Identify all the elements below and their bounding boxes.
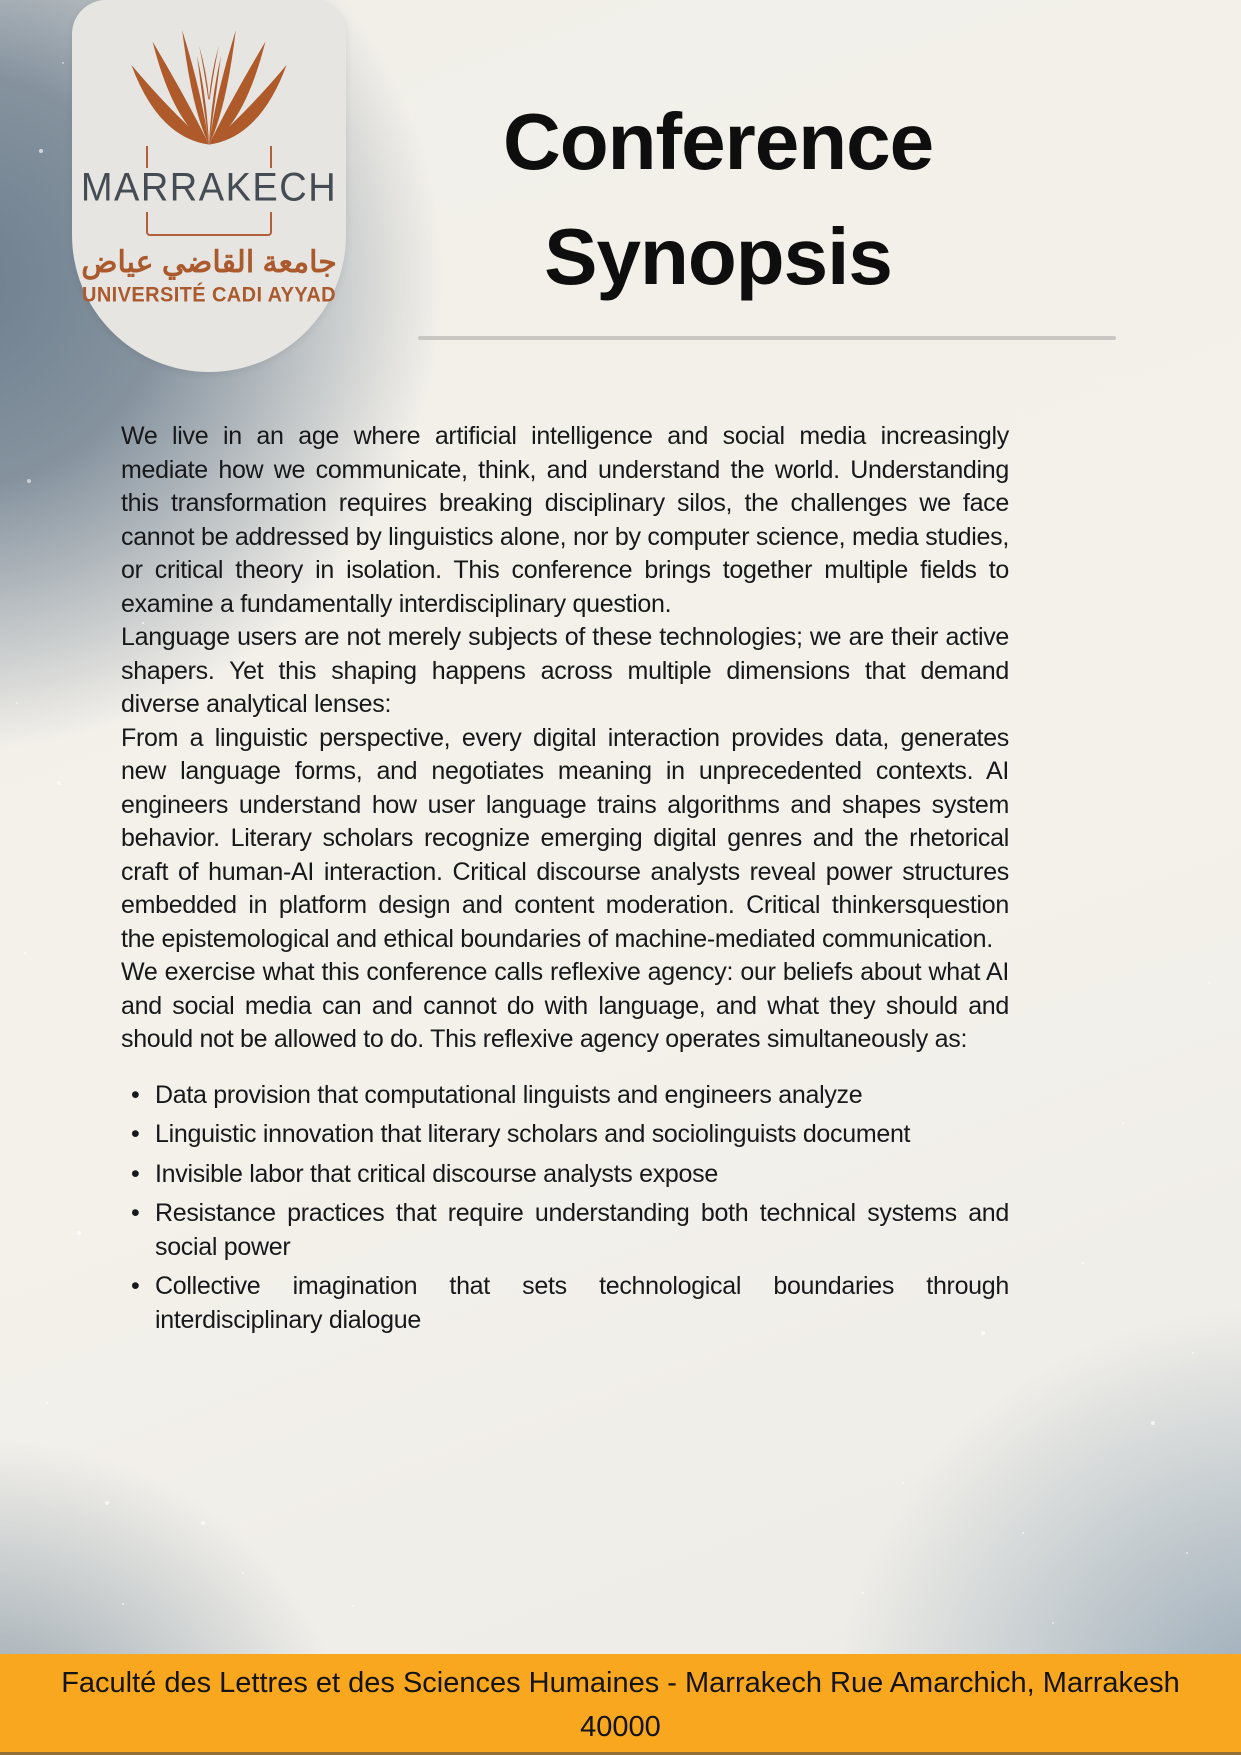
logo-wordmark: MARRAKECH — [80, 165, 338, 211]
logo-bracket — [146, 212, 272, 236]
logo-university-name: UNIVERSITÉ CADI AYYAD — [81, 283, 336, 307]
synopsis-paragraph: We exercise what this conference calls reflexive agency: our beliefs about what AI and social media can and cannot do with language, and what they should and should not be allowed to do. This reflexive agency operates simultaneously as: — [121, 958, 1009, 1053]
list-item: • Invisible labor that critical discourse analysts expose — [121, 1158, 1009, 1192]
list-item: • Resistance practices that require understanding both technical systems and social power — [121, 1197, 1009, 1264]
synopsis-paragraph: From a linguistic perspective, every digital interaction provides data, generates new language forms, and negotiates meaning in unprecedented contexts. AI engineers understand how user language trains algorithms and shapes system behavior. Literary scholars recognize emerging digital genres and the rhetorical craft of human-AI interaction. Critical discourse analysts reveal power structures embedded in platform design and content moderation. Critical thinkersquestion the epistemological and ethical boundaries of machine-mediated communication. — [121, 723, 1009, 953]
address-text: Faculté des Lettres et des Sciences Humaines - Marrakech Rue Amarchich, Marrakesh 40000 — [61, 1666, 1180, 1743]
list-item: • Data provision that computational linguists and engineers analyze — [121, 1079, 1009, 1113]
list-item: • Linguistic innovation that literary scholars and sociolinguists document — [121, 1118, 1009, 1152]
footer-address-bar — [0, 1654, 1241, 1755]
synopsis-paragraph: We live in an age where artificial intelligence and social media increasingly mediate how we communicate, think, and understand the world. Understanding this transformation requires breaking disciplinary silos, the challenges we face cannot be addressed by linguistics alone, nor by computer science, media studies, or critical theory in isolation. This conference brings together multiple fields to examine a fundamentally interdisciplinary question. — [121, 422, 1009, 618]
page-title-line1: Conference — [502, 97, 934, 186]
logo-frame-top-lines — [146, 146, 272, 168]
title-divider — [418, 336, 1116, 340]
page-title — [368, 84, 1068, 314]
reflexive-agency-list — [121, 1079, 1009, 1338]
palm-tree-icon — [100, 26, 318, 146]
synopsis-paragraph: Language users are not merely subjects of these technologies; we are their active shapers. Yet this shaping happens across multiple dimensions that demand diverse analytical lenses: — [121, 623, 1009, 718]
university-logo-card — [72, 0, 346, 372]
synopsis-body — [121, 420, 1009, 1343]
list-item: • Collective imagination that sets technological boundaries through interdisciplinary dialogue — [121, 1270, 1009, 1337]
logo-arabic-name: جامعة القاضي عياض — [81, 246, 337, 279]
page-title-line2: Synopsis — [544, 212, 892, 301]
